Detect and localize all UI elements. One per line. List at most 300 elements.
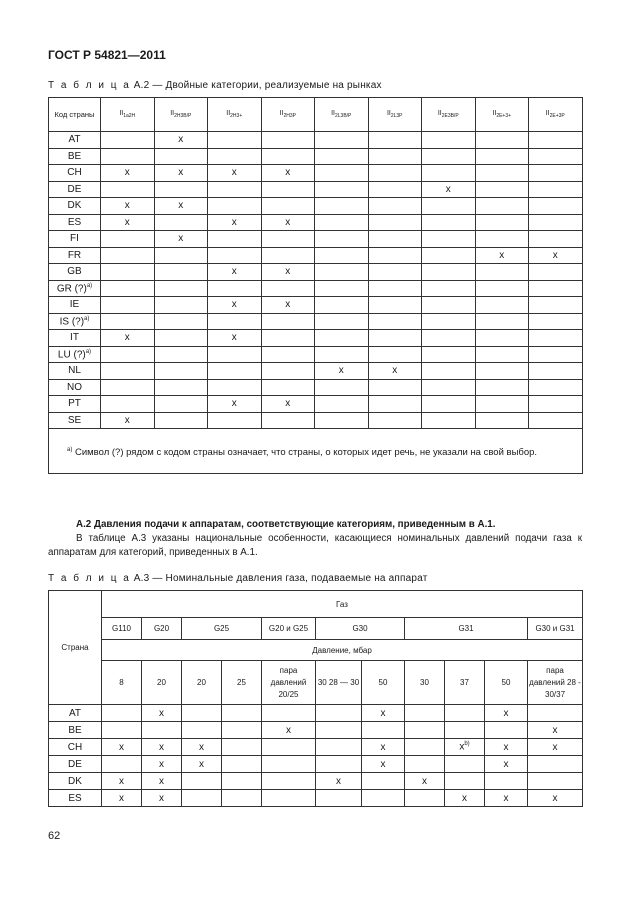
- mark-cell: [154, 280, 208, 297]
- pressure-header: Давление, мбар: [102, 640, 583, 661]
- category-sub: 2E+3+: [496, 113, 512, 119]
- mark-cell: [261, 280, 315, 297]
- caption-prefix: Т а б л и ц а: [48, 573, 131, 584]
- footnote-text: Символ (?) рядом с кодом страны означает, что страны, о которых идет речь, не указали на свой выбор.: [74, 447, 538, 459]
- mark-cell: [529, 412, 583, 429]
- category-base: II: [545, 110, 550, 117]
- mark-cell: [315, 198, 369, 215]
- gas-type-header: G31: [405, 618, 528, 640]
- mark-cell: [475, 181, 529, 198]
- mark-cell: [529, 363, 583, 380]
- mark: x: [380, 741, 386, 753]
- mark-cell: [261, 313, 315, 330]
- mark-cell: [154, 214, 208, 231]
- category-base: II: [492, 110, 497, 117]
- mark-cell: [475, 297, 529, 314]
- mark-cell: [142, 705, 182, 722]
- mark: x: [159, 741, 164, 753]
- mark-cell: [142, 722, 182, 739]
- mark-cell: [315, 264, 369, 281]
- mark-cell: [316, 756, 362, 773]
- country-code: CH: [67, 167, 82, 179]
- mark: x: [159, 758, 164, 770]
- mark-cell: [445, 790, 485, 807]
- mark-cell: [422, 198, 476, 215]
- mark-cell: [262, 705, 316, 722]
- mark-cell: [368, 280, 422, 297]
- mark: x: [552, 792, 558, 804]
- mark-cell: [422, 280, 476, 297]
- table-row: [49, 773, 583, 790]
- mark-cell: [368, 396, 422, 413]
- mark-cell: [475, 346, 529, 363]
- mark-cell: [315, 165, 369, 182]
- mark: x: [503, 758, 509, 770]
- pressure-value-header: 50: [362, 661, 405, 705]
- mark-cell: [529, 379, 583, 396]
- table-row: [49, 247, 583, 264]
- country-cell: [49, 363, 101, 380]
- mark-cell: [315, 231, 369, 248]
- mark-cell: [529, 346, 583, 363]
- mark-cell: [182, 739, 222, 756]
- category-sub: 2L3B/P: [334, 113, 352, 119]
- country-cell: [49, 198, 101, 215]
- mark-cell: x: [208, 214, 262, 231]
- category-header: [368, 98, 422, 132]
- mark: x: [459, 741, 465, 753]
- mark-cell: [261, 412, 315, 429]
- mark-cell: [528, 790, 583, 807]
- mark-cell: [422, 247, 476, 264]
- table-row: [49, 181, 583, 198]
- mark-cell: [182, 705, 222, 722]
- mark-cell: [261, 379, 315, 396]
- mark-cell: [368, 198, 422, 215]
- mark-cell: x: [154, 198, 208, 215]
- mark-cell: [405, 756, 445, 773]
- mark-cell: [422, 330, 476, 347]
- table-row: [49, 739, 583, 756]
- mark-cell: [102, 722, 142, 739]
- mark-cell: [261, 148, 315, 165]
- country-code: DE: [67, 183, 82, 195]
- mark-cell: [529, 264, 583, 281]
- mark: x: [462, 792, 467, 804]
- mark-cell: [182, 756, 222, 773]
- mark-cell: x: [208, 396, 262, 413]
- caption-text: А.2 — Двойные категории, реализуемые на рынках: [133, 80, 382, 91]
- mark-cell: [142, 773, 182, 790]
- gas-type-header: G110: [102, 618, 142, 640]
- mark-cell: x: [368, 363, 422, 380]
- table-row: [49, 756, 583, 773]
- mark-cell: [445, 722, 485, 739]
- mark-cell: [208, 280, 262, 297]
- mark-cell: [208, 363, 262, 380]
- mark-cell: [362, 739, 405, 756]
- table-row: [49, 297, 583, 314]
- mark-cell: [208, 132, 262, 149]
- country-code: AT: [49, 705, 102, 722]
- mark-cell: [475, 379, 529, 396]
- country-cell: [49, 148, 101, 165]
- pressure-value-header: 30 28 — 30: [316, 661, 362, 705]
- mark-cell: [315, 330, 369, 347]
- pressure-value-header: 25: [222, 661, 262, 705]
- mark-cell: [362, 773, 405, 790]
- mark: x: [380, 707, 386, 719]
- mark-cell: [529, 214, 583, 231]
- table-row: [49, 313, 583, 330]
- section-title: А.2 Давления подачи к аппаратам, соответствующие категориям, приведенным в А.1.: [76, 519, 496, 530]
- mark-cell: [101, 297, 155, 314]
- table-row: [49, 412, 583, 429]
- category-base: II: [226, 110, 231, 117]
- country-header: Страна: [49, 591, 102, 705]
- mark-cell: x: [208, 165, 262, 182]
- mark-cell: [315, 132, 369, 149]
- table-row: [49, 231, 583, 248]
- mark-cell: [222, 739, 262, 756]
- mark: x: [503, 741, 509, 753]
- table-row: [49, 396, 583, 413]
- code-header: Код страны: [49, 98, 101, 132]
- mark-cell: [315, 412, 369, 429]
- country-cell: [49, 297, 101, 314]
- mark-cell: [262, 756, 316, 773]
- mark-cell: [316, 739, 362, 756]
- mark: x: [552, 724, 558, 736]
- mark-cell: [485, 756, 528, 773]
- mark-cell: x: [261, 214, 315, 231]
- mark-cell: [315, 313, 369, 330]
- mark-cell: [529, 313, 583, 330]
- country-code: NL: [68, 365, 81, 377]
- mark-cell: [405, 722, 445, 739]
- country-code: BE: [67, 150, 82, 162]
- mark-cell: [368, 297, 422, 314]
- mark-cell: [154, 148, 208, 165]
- mark-cell: [154, 247, 208, 264]
- mark-cell: x: [422, 181, 476, 198]
- mark-cell: [154, 313, 208, 330]
- mark-cell: x: [101, 330, 155, 347]
- mark: x: [552, 741, 558, 753]
- mark-cell: [208, 148, 262, 165]
- mark-cell: [101, 280, 155, 297]
- mark-cell: [475, 412, 529, 429]
- mark-cell: x: [261, 396, 315, 413]
- mark-cell: [529, 198, 583, 215]
- country-cell: [49, 313, 101, 330]
- pressure-value-header: пара давлений 28 - 30/37: [528, 661, 583, 705]
- mark-cell: [422, 165, 476, 182]
- mark-cell: [262, 790, 316, 807]
- country-code: GB: [67, 266, 82, 278]
- mark-cell: [368, 247, 422, 264]
- mark-cell: [261, 231, 315, 248]
- country-code: DK: [49, 773, 102, 790]
- mark-cell: [102, 756, 142, 773]
- mark-cell: [528, 773, 583, 790]
- country-code: BE: [49, 722, 102, 739]
- mark: x: [159, 792, 164, 804]
- mark-cell: [422, 346, 476, 363]
- mark-cell: x: [475, 247, 529, 264]
- mark: x: [422, 775, 427, 787]
- mark-cell: [485, 739, 528, 756]
- mark-cell: x: [261, 264, 315, 281]
- mark-cell: [475, 313, 529, 330]
- mark-cell: [368, 181, 422, 198]
- country-cell: [49, 132, 101, 149]
- mark-cell: [529, 231, 583, 248]
- category-header: [208, 98, 262, 132]
- mark-cell: [261, 198, 315, 215]
- country-cell: [49, 412, 101, 429]
- mark-cell: [529, 181, 583, 198]
- country-code: IT: [70, 332, 79, 344]
- mark-cell: [102, 705, 142, 722]
- mark-cell: [142, 790, 182, 807]
- mark-cell: [208, 412, 262, 429]
- mark-cell: [182, 790, 222, 807]
- gas-type-header: G20: [142, 618, 182, 640]
- footnote-ref: a): [86, 282, 93, 289]
- mark-cell: [422, 379, 476, 396]
- mark-cell: [528, 739, 583, 756]
- mark-cell: [485, 705, 528, 722]
- section-text: В таблице А.3 указаны национальные особенности, касающиеся номинальных давлений подачи газа к аппаратам для категорий, приведенных в А.1.: [48, 533, 582, 558]
- mark-cell: x: [154, 165, 208, 182]
- mark-cell: [475, 231, 529, 248]
- category-sub: 1a2H: [123, 113, 136, 119]
- category-base: II: [279, 110, 284, 117]
- country-code: SE: [67, 414, 82, 426]
- mark-cell: [222, 705, 262, 722]
- mark-cell: [368, 379, 422, 396]
- country-cell: [49, 396, 101, 413]
- country-code: FR: [67, 249, 82, 261]
- mark: x: [199, 758, 204, 770]
- mark-cell: [154, 379, 208, 396]
- country-cell: [49, 264, 101, 281]
- category-sub: 2H3B/P: [174, 113, 192, 119]
- mark-cell: [422, 412, 476, 429]
- mark-cell: [475, 363, 529, 380]
- page-number: 62: [48, 830, 61, 842]
- country-cell: [49, 247, 101, 264]
- mark-cell: [182, 722, 222, 739]
- country-code: IS (?): [59, 315, 85, 327]
- mark-cell: [362, 705, 405, 722]
- country-code: NO: [67, 381, 82, 393]
- mark-cell: [222, 756, 262, 773]
- mark-cell: [485, 773, 528, 790]
- mark-cell: [222, 790, 262, 807]
- footnote-mark: a): [67, 447, 73, 454]
- mark-cell: x: [101, 214, 155, 231]
- category-sub: 2H3P: [283, 113, 296, 119]
- mark-cell: [142, 756, 182, 773]
- mark: x: [286, 724, 291, 736]
- mark-cell: [154, 264, 208, 281]
- mark-cell: [368, 264, 422, 281]
- mark-cell: [101, 264, 155, 281]
- mark-cell: [528, 722, 583, 739]
- category-header: [422, 98, 476, 132]
- mark: x: [503, 707, 509, 719]
- mark-cell: [101, 379, 155, 396]
- mark-cell: [101, 231, 155, 248]
- category-sub: 2L3P: [390, 113, 403, 119]
- mark: x: [336, 775, 341, 787]
- mark-cell: [405, 705, 445, 722]
- table-row: [49, 790, 583, 807]
- mark: x: [159, 707, 164, 719]
- country-code: CH: [49, 739, 102, 756]
- mark-cell: [102, 739, 142, 756]
- mark-cell: [422, 148, 476, 165]
- mark-cell: [445, 705, 485, 722]
- mark-cell: [445, 773, 485, 790]
- mark-cell: [101, 181, 155, 198]
- mark: x: [119, 775, 124, 787]
- table-row: [49, 705, 583, 722]
- mark-cell: [182, 773, 222, 790]
- category-base: II: [331, 110, 335, 117]
- category-header: [261, 98, 315, 132]
- footnote-ref: a): [85, 348, 92, 355]
- mark-cell: [405, 773, 445, 790]
- mark-cell: x: [529, 247, 583, 264]
- mark-cell: [529, 132, 583, 149]
- caption-prefix: Т а б л и ц а: [48, 80, 131, 91]
- country-cell: [49, 165, 101, 182]
- category-base: II: [170, 110, 175, 117]
- mark-cell: [222, 722, 262, 739]
- table-row: [49, 280, 583, 297]
- table-row: [49, 214, 583, 231]
- mark-cell: [485, 790, 528, 807]
- mark-cell: [422, 264, 476, 281]
- mark-cell: [422, 396, 476, 413]
- mark-cell: [485, 722, 528, 739]
- mark-cell: [261, 247, 315, 264]
- country-code: DK: [67, 200, 82, 212]
- category-header: [475, 98, 529, 132]
- category-header: [315, 98, 369, 132]
- mark-cell: [101, 396, 155, 413]
- mark-cell: [101, 363, 155, 380]
- footnote-row: [49, 429, 583, 474]
- mark-cell: [362, 722, 405, 739]
- country-cell: [49, 280, 101, 297]
- mark-cell: [261, 330, 315, 347]
- country-code: AT: [68, 134, 81, 146]
- table-a2: [48, 97, 583, 474]
- mark-cell: x: [154, 132, 208, 149]
- mark-cell: x: [101, 198, 155, 215]
- country-cell: [49, 379, 101, 396]
- table-row: [49, 363, 583, 380]
- mark-cell: [368, 346, 422, 363]
- mark-cell: [208, 313, 262, 330]
- table-a3-caption: [48, 573, 428, 584]
- pressure-value-header: 20: [182, 661, 222, 705]
- country-code: LU (?): [57, 348, 86, 360]
- mark-cell: [208, 346, 262, 363]
- mark-cell: [368, 214, 422, 231]
- mark-cell: [208, 198, 262, 215]
- country-code: PT: [68, 398, 81, 410]
- mark-cell: [316, 722, 362, 739]
- mark-cell: [316, 773, 362, 790]
- mark-cell: [315, 396, 369, 413]
- mark-cell: [422, 214, 476, 231]
- mark-cell: [154, 412, 208, 429]
- mark-cell: [405, 739, 445, 756]
- mark-cell: [422, 363, 476, 380]
- category-sub: 2H3+: [230, 113, 243, 119]
- category-header: [154, 98, 208, 132]
- mark-cell: [101, 313, 155, 330]
- mark-cell: [261, 132, 315, 149]
- country-code: GR (?): [56, 282, 87, 294]
- mark-cell: [315, 280, 369, 297]
- gas-header: Газ: [102, 591, 583, 618]
- category-base: II: [437, 110, 442, 117]
- mark-cell: [368, 412, 422, 429]
- mark-cell: [368, 148, 422, 165]
- mark-cell: [315, 148, 369, 165]
- table-row: [49, 379, 583, 396]
- mark-cell: [315, 379, 369, 396]
- mark-cell: [101, 346, 155, 363]
- mark-cell: x: [101, 165, 155, 182]
- mark-cell: [368, 231, 422, 248]
- mark-cell: [529, 148, 583, 165]
- mark: x: [199, 741, 204, 753]
- pressure-value-header: пара давлений 20/25: [262, 661, 316, 705]
- mark-cell: [142, 739, 182, 756]
- mark-cell: [262, 739, 316, 756]
- mark-cell: [475, 264, 529, 281]
- table-row: [49, 198, 583, 215]
- mark-cell: [529, 330, 583, 347]
- category-sub: 2E+3P: [549, 113, 565, 119]
- mark-cell: [262, 773, 316, 790]
- mark: x: [380, 758, 386, 770]
- mark-cell: [154, 330, 208, 347]
- table-a2-caption: [48, 80, 382, 91]
- mark-cell: [208, 181, 262, 198]
- pressure-value-header: 8: [102, 661, 142, 705]
- mark-cell: [261, 363, 315, 380]
- mark-cell: [528, 756, 583, 773]
- table-row: [49, 132, 583, 149]
- pressure-value-header: 20: [142, 661, 182, 705]
- mark-cell: [528, 705, 583, 722]
- table-row: [49, 165, 583, 182]
- mark-cell: [475, 214, 529, 231]
- gas-type-header: G30: [316, 618, 405, 640]
- mark-cell: [362, 790, 405, 807]
- caption-text: А.3 — Номинальные давления газа, подаваемые на аппарат: [133, 573, 428, 584]
- mark: x: [119, 741, 124, 753]
- mark-cell: [315, 297, 369, 314]
